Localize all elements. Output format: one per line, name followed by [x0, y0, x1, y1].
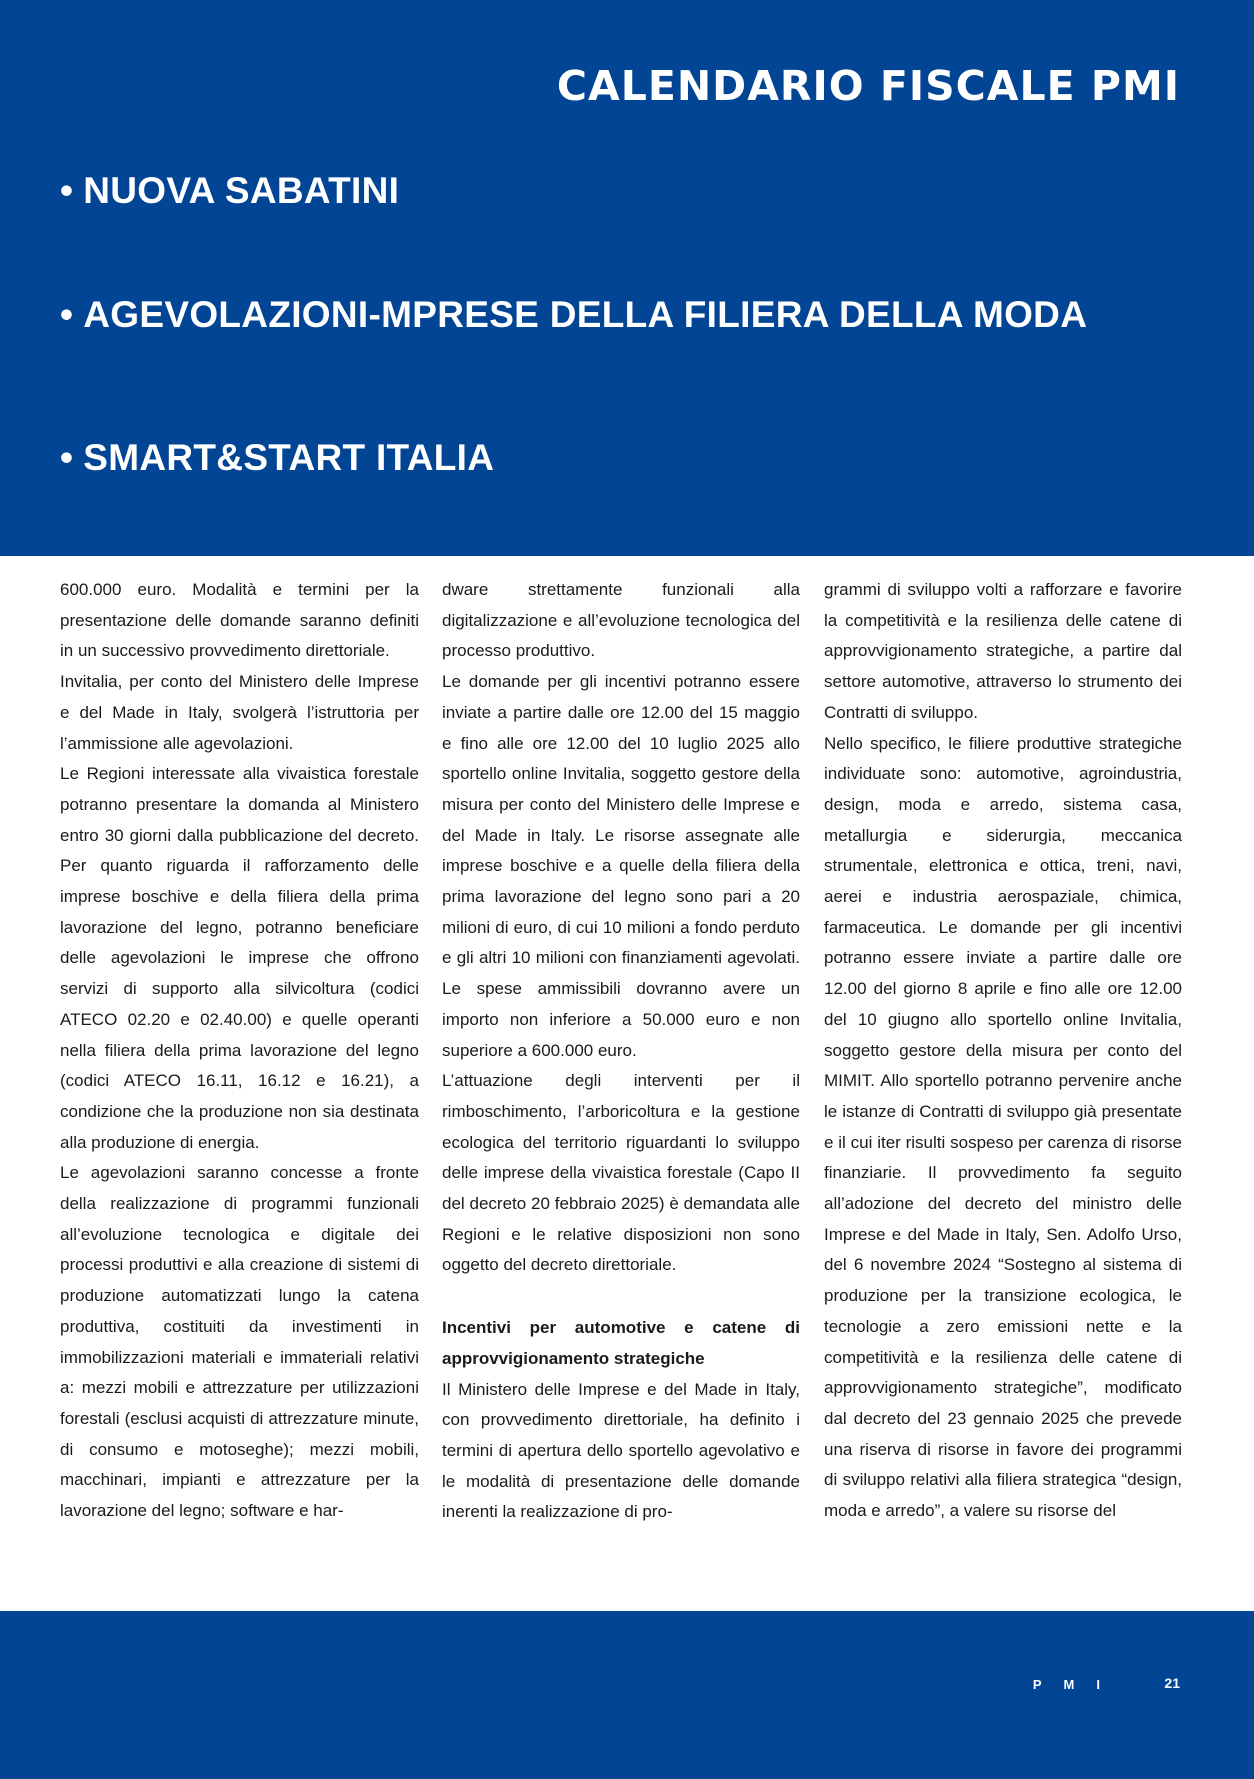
topic-label: NUOVA SABATINI	[83, 170, 400, 211]
paragraph: dware strettamente funzionali alla digitalizzazione e all’evoluzione tecnologica del processo produttivo.	[442, 580, 800, 661]
topic-heading-3	[60, 437, 494, 479]
footer-banner	[0, 1611, 1254, 1779]
paragraph: Le domande per gli incentivi potranno essere inviate a partire dalle ore 12.00 del 15 maggio e fino alle ore 12.00 del 10 luglio 2025 allo sportello online Invitalia, soggetto gestore della misura per conto del Ministero delle Imprese e del Made in Italy. Le risorse assegnate alle imprese boschive e a quelle della filiera della prima lavorazione del legno sono pari a 20 milioni di euro, di cui 10 milioni a fondo perduto e gli altri 10 milioni con finanziamenti agevolati. Le spese ammissibili dovranno avere un importo non inferiore a 50.000 euro e non superiore a 600.000 euro.	[442, 672, 800, 1060]
text-column-3	[824, 575, 1182, 1550]
paragraph: L’attuazione degli interventi per il rimboschimento, l’arboricoltura e la gestione ecologica del territorio riguardanti lo sviluppo delle imprese della vivaistica forestale (Capo II del decreto 20 febbraio 2025) è demandata alle Regioni e le relative disposizioni non sono oggetto del decreto direttoriale.	[442, 1071, 800, 1275]
paragraph: Il Ministero delle Imprese e del Made in Italy, con provvedimento direttoriale, ha definito i termini di apertura dello sportello agevolativo e le modalità di presentazione delle domande inerenti la realizzazione di pro-	[442, 1379, 800, 1522]
paragraph: Invitalia, per conto del Ministero delle Imprese e del Made in Italy, svolgerà l’istruttoria per l’ammissione alle agevolazioni.	[60, 672, 419, 753]
topic-label: AGEVOLAZIONI-MPRESE DELLA FILIERA DELLA MODA	[83, 294, 1088, 335]
text-column-1	[60, 575, 419, 1550]
topic-heading-2	[60, 294, 1087, 336]
bullet: •	[60, 294, 74, 335]
topic-heading-1	[60, 170, 399, 212]
page-number: 21	[1164, 1675, 1180, 1691]
text-column-2	[442, 575, 800, 1550]
bullet: •	[60, 170, 74, 211]
bullet: •	[60, 437, 74, 478]
section-kicker: CALENDARIO FISCALE PMI	[556, 62, 1180, 110]
paragraph: grammi di sviluppo volti a rafforzare e favorire la competitività e la resilienza delle catene di approvvigionamento strategiche, a partire dal settore automotive, attraverso lo strumento dei Contratti di sviluppo.	[824, 580, 1182, 722]
topic-label: SMART&START ITALIA	[83, 437, 495, 478]
subheading: Incentivi per automotive e catene di approvvigionamento strategiche	[442, 1318, 800, 1368]
paragraph: Le agevolazioni saranno concesse a fronte della realizzazione di programmi funzionali all’evoluzione tecnologica e digitale dei processi produttivi e alla creazione di sistemi di produzione automatizzati lungo la catena produttiva, costituiti da investimenti in immobilizzazioni materiali e immateriali relativi a: mezzi mobili e attrezzature per utilizzazioni forestali (esclusi acquisti di attrezzature minute, di consumo e motoseghe); mezzi mobili, macchinari, impianti e attrezzature per la lavorazione del legno; software e har-	[60, 1163, 419, 1521]
paragraph: Nello specifico, le filiere produttive strategiche individuate sono: automotive, agroindustria, design, moda e arredo, sistema casa, metallurgia e siderurgia, meccanica strumentale, elettronica e ottica, treni, navi, aerei e industria aerospaziale, chimica, farmaceutica. Le domande per gli incentivi potranno essere inviate a partire dalle ore 12.00 del giorno 8 aprile e fino alle ore 12.00 del 10 giugno allo sportello online Invitalia, soggetto gestore della misura per conto del MIMIT. Allo sportello potranno pervenire anche le istanze di Contratti di sviluppo già presentate e il cui iter risulti sospeso per carenza di risorse finanziarie. Il provvedimento fa seguito all’adozione del decreto del ministro delle Imprese e del Made in Italy, Sen. Adolfo Urso, del 6 novembre 2024 “Sostegno al sistema di produzione per la transizione ecologica, le tecnologie a zero emissioni nette e la competitività e la resilienza delle catene di approvvigionamento strategiche”, modificato dal decreto del 23 gennaio 2025 che prevede una riserva di risorse in favore dei programmi di sviluppo relativi alla filiera strategica “design, moda e arredo”, a valere su risorse del	[824, 733, 1182, 1521]
paragraph: Le Regioni interessate alla vivaistica forestale potranno presentare la domanda al Ministero entro 30 giorni dalla pubblicazione del decreto. Per quanto riguarda il rafforzamento delle imprese boschive e della filiera della prima lavorazione del legno, potranno beneficiare delle agevolazioni le imprese che offrono servizi di supporto alla silvicoltura (codici ATECO 02.20 e 02.40.00) e quelle operanti nella filiera della prima lavorazione del legno (codici ATECO 16.11, 16.12 e 16.21), a condizione che la produzione non sia destinata alla produzione di energia.	[60, 764, 419, 1152]
paragraph: 600.000 euro. Modalità e termini per la presentazione delle domande saranno definiti in un successivo provvedimento direttoriale.	[60, 580, 419, 661]
footer-brand: PMI	[1032, 1677, 1122, 1692]
